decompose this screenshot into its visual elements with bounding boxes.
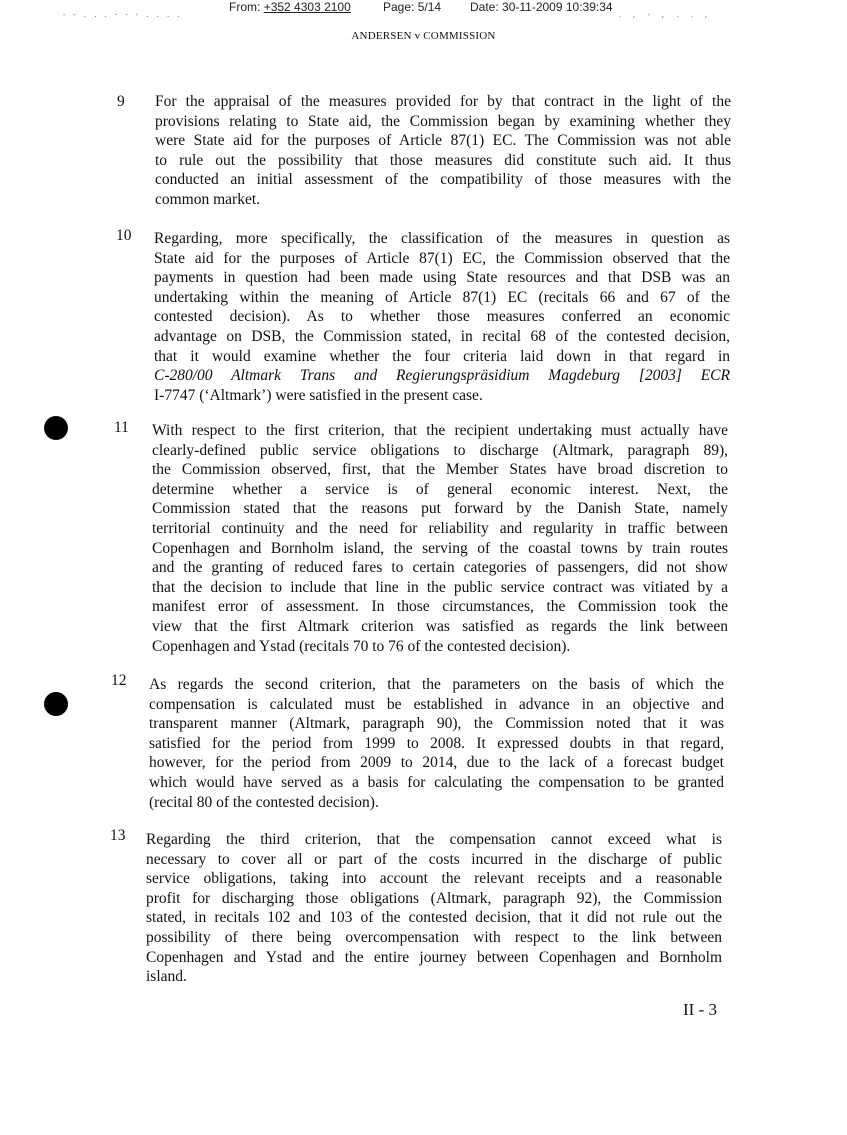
text-line: necessary to cover all or part of the costs incurred in the discharge of public — [146, 850, 722, 868]
text-line: that the decision to include that line in the public service contract was vitiated by a — [152, 578, 728, 596]
text-line: territorial continuity and the need for reliability and regularity in traffic between — [152, 519, 728, 537]
text-line: C-280/00 Altmark Trans and Regierungspräsidium Magdeburg [2003] ECR — [154, 367, 730, 385]
text-line: service obligations, taking into account the relevant receipts and a reasonable — [146, 870, 722, 888]
text-line: payments in question had been made using State resources and that DSB was an — [154, 269, 730, 287]
text-line: advantage on DSB, the Commission stated, in recital 68 of the contested decision, — [154, 327, 730, 345]
text-line: the Commission observed, first, that the Member States have broad discretion to — [152, 461, 728, 479]
punch-hole — [44, 416, 68, 440]
paragraph-number-10: 10 — [116, 227, 132, 244]
fax-from-number: +352 4303 2100 — [263, 0, 351, 14]
punch-hole — [44, 692, 68, 716]
paragraph-number-11: 11 — [114, 419, 129, 436]
text-line: Copenhagen and Bornholm island, the serving of the coastal towns by train routes — [152, 539, 728, 557]
text-line: State aid for the purposes of Article 87(1) EC, the Commission observed that the — [154, 249, 730, 267]
text-line: however, for the period from 2009 to 2014, due to the lack of a forecast budget — [149, 754, 724, 772]
text-line: view that the first Altmark criterion was satisfied as regards the link between — [152, 617, 728, 635]
fax-from — [229, 0, 351, 14]
page-number: II - 3 — [683, 1000, 717, 1019]
text-line: With respect to the first criterion, that the recipient undertaking must actually have — [152, 422, 728, 439]
text-line: were State aid for the purposes of Article 87(1) EC. The Commission was not able — [155, 132, 731, 150]
paragraph-10 — [154, 229, 730, 405]
text-line: clearly-defined public service obligations to discharge (Altmark, paragraph 89), — [152, 441, 728, 459]
paragraph-number-9: 9 — [117, 93, 125, 110]
text-line: Commission stated that the reasons put forward by the Danish State, namely — [152, 500, 728, 518]
text-line: (recital 80 of the contested decision). — [149, 793, 379, 811]
text-line: undertaking within the meaning of Article 87(1) EC (recitals 66 and 67 of the — [154, 288, 730, 306]
text-line: Copenhagen and Ystad (recitals 70 to 76 of the contested decision). — [152, 637, 571, 655]
text-line: stated, in recitals 102 and 103 of the contested decision, that it did not rule out the — [146, 909, 722, 927]
text-line: to rule out the possibility that those measures did constitute such aid. It thus — [155, 151, 731, 169]
text-line: Regarding the third criterion, that the compensation cannot exceed what is — [146, 831, 722, 848]
paragraph-9 — [155, 92, 731, 210]
text-line: profit for discharging those obligations (Altmark, paragraph 92), the Commission — [146, 889, 722, 907]
text-line: which would have served as a basis for calculating the compensation to be granted — [149, 773, 724, 791]
paragraph-12 — [149, 675, 724, 812]
text-line: provisions relating to State aid, the Commission began by examining whether they — [155, 112, 731, 130]
text-line: possibility of there being overcompensation with respect to the link between — [146, 928, 722, 946]
text-line: and the granting of reduced fares to certain categories of passengers, did not show — [152, 559, 728, 577]
paragraph-11 — [152, 421, 728, 656]
fax-noise-right: . , - , . . , — [618, 12, 712, 20]
fax-from-label: From: — [229, 0, 261, 14]
fax-page: Page: 5/14 — [383, 0, 442, 14]
text-line: common market. — [155, 190, 261, 208]
text-line: Copenhagen and Ystad and the entire journey between Copenhagen and Bornholm — [146, 948, 722, 966]
text-line: contested decision). As to whether those measures conferred an economic — [154, 308, 730, 326]
text-line: determine whether a service is of general economic interest. Next, the — [152, 480, 728, 498]
text-line: transparent manner (Altmark, paragraph 90), the Commission noted that it was — [149, 715, 724, 733]
text-line: compensation is calculated must be established in advance in an objective and — [149, 695, 724, 713]
paragraph-number-13: 13 — [110, 827, 126, 844]
paragraph-13 — [146, 830, 722, 987]
text-line: island. — [146, 968, 187, 986]
fax-date: Date: 30-11-2009 10:39:34 — [470, 0, 613, 14]
running-head: ANDERSEN v COMMISSION — [351, 30, 496, 42]
text-line: As regards the second criterion, that the parameters on the basis of which the — [149, 676, 724, 693]
text-line: Regarding, more specifically, the classification of the measures in question as — [154, 230, 730, 247]
text-line: satisfied for the period from 1999 to 2008. It expressed doubts in that regard, — [149, 734, 724, 752]
text-line: I-7747 (‘Altmark’) were satisfied in the present case. — [154, 386, 483, 404]
text-line: For the appraisal of the measures provided for by that contract in the light of the — [155, 93, 731, 110]
text-line: manifest error of assessment. In those circumstances, the Commission took the — [152, 598, 728, 616]
text-line: conducted an initial assessment of the compatibility of those measures with the — [155, 171, 731, 189]
fax-header — [0, 0, 847, 20]
text-line: that it would examine whether the four criteria laid down in that regard in — [154, 347, 730, 365]
paragraph-number-12: 12 — [111, 672, 127, 689]
fax-noise-left: - - . . . - - - . . . . — [62, 12, 182, 20]
